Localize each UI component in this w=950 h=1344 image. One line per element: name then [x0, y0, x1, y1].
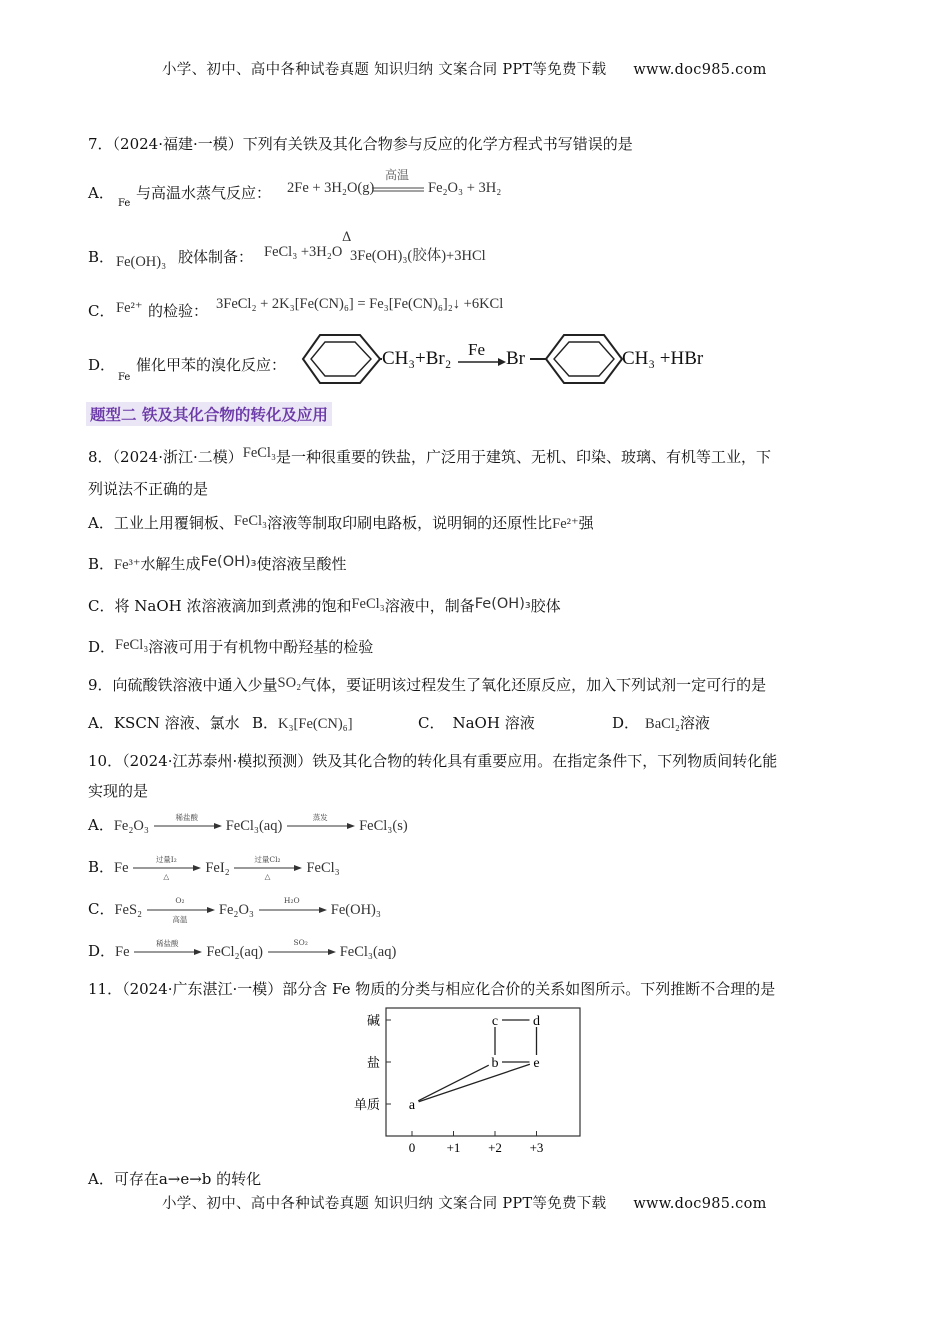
q7-d-sub: Fe — [118, 372, 131, 383]
q10-stem-line1: 10．（2024·江苏泰州·模拟预测）铁及其化合物的转化具有重要应用。在指定条件下，下列物质间转化能 — [88, 752, 778, 770]
q7-option-d: D． — [88, 356, 116, 374]
x-tick-label: +3 — [529, 1140, 544, 1155]
reaction-arrow — [458, 357, 506, 367]
y-tick-label: 盐 — [366, 1056, 380, 1071]
header-text: 小学、初中、高中各种试卷真题 知识归纳 文案合同 PPT等免费下载 — [162, 62, 607, 78]
q7-d-ch3: CH₃ — [382, 348, 416, 369]
q7-a-text: 与高温水蒸气反应： — [136, 184, 272, 202]
q7-option-a: A． — [88, 184, 114, 202]
x-tick-label: 0 — [408, 1140, 416, 1155]
benzene-ring-2 — [530, 332, 624, 386]
q10-option-d: D．Fe 稀盐酸 FeCl₂(aq) SO₂ FeCl₃(aq) — [88, 938, 397, 960]
q10-option-b: B．Fe 过量I₂ △ FeI₂ 过量Cl₂ △ FeCl₃ — [88, 855, 340, 881]
q9-option-b: B．K₃[Fe(CN)₆] — [252, 714, 353, 732]
q7-d-tail: CH₃ +HBr — [622, 348, 704, 369]
q11-option-a: A．可存在a→e→b 的转化 — [88, 1170, 262, 1188]
section-title: 题型二 铁及其化合物的转化及应用 — [86, 402, 332, 426]
q8-stem-line2: 列说法不正确的是 — [88, 480, 209, 498]
q7-option-b: B． — [88, 248, 115, 266]
q7-c-sub: Fe²⁺ — [116, 300, 143, 316]
q8-option-d: D．FeCl₃溶液可用于有机物中酚羟基的检验 — [88, 637, 374, 656]
q7-a-eq-left: 2Fe + 3H₂O(g) — [287, 180, 375, 196]
q7-b-text: 胶体制备： — [178, 248, 254, 266]
q7-d-br2: +Br₂ — [415, 348, 452, 369]
q7-a-sub: Fe — [118, 198, 131, 209]
y-tick-label: 单质 — [353, 1098, 380, 1113]
q7-c-eq: 3FeCl₂ + 2K₃[Fe(CN)₆] = Fe₃[Fe(CN)₆]₂↓ +6KCl — [216, 296, 504, 312]
q8-option-a: A．工业上用覆铜板、FeCl₃溶液等制取印刷电路板，说明铜的还原性比Fe²⁺强 — [88, 513, 594, 532]
y-tick-label: 碱 — [366, 1014, 380, 1029]
q7-b-cond: Δ — [342, 230, 352, 245]
fe-valence-chart — [340, 1000, 590, 1160]
q10-option-a: A．Fe₂O₃ 稀盐酸 FeCl₃(aq) 蒸发 FeCl₃(s) — [88, 813, 408, 834]
point-a: a — [408, 1098, 416, 1113]
page-footer — [162, 1192, 767, 1213]
q7-d-text: 催化甲苯的溴化反应： — [136, 356, 287, 374]
footer-text: 小学、初中、高中各种试卷真题 知识归纳 文案合同 PPT等免费下载 — [162, 1196, 607, 1212]
q7-b-sub: Fe(OH)₃ — [116, 254, 167, 270]
q7-d-fe: Fe — [468, 340, 485, 359]
q7-b-eq-right: 3Fe(OH)₃(胶体)+3HCl — [350, 248, 486, 264]
q7-option-c: C． — [88, 302, 115, 320]
q9-option-c: C． NaOH 溶液 — [418, 714, 535, 732]
point-b: b — [491, 1056, 499, 1071]
q10-option-c: C．FeS₂ O₂ 高温 Fe₂O₃ H₂O Fe(OH)₃ — [88, 896, 381, 924]
benzene-ring-1 — [300, 332, 382, 386]
q7-b-eq: FeCl₃ +3H₂O — [264, 244, 343, 260]
q8-option-b: B．Fe³⁺水解生成Fe(OH)₃使溶液呈酸性 — [88, 554, 347, 573]
point-e: e — [533, 1056, 540, 1071]
q10-stem-line2: 实现的是 — [88, 782, 149, 800]
q7-a-cond: 高温 — [384, 168, 409, 182]
q11-stem: 11．（2024·广东湛江·一模）部分含 Fe 物质的分类与相应化合价的关系如图所示。下列推断不合理的是 — [88, 980, 776, 998]
q7-d-br: Br — [506, 348, 525, 369]
page-header — [162, 58, 767, 79]
x-tick-label: +2 — [488, 1140, 502, 1155]
x-tick-label: +1 — [446, 1140, 461, 1155]
edge-a-e — [419, 1064, 530, 1102]
header-url: www.doc985.com — [633, 62, 767, 78]
q7-a-eq-sign — [372, 187, 424, 193]
q8-option-c: C．将 NaOH 浓溶液滴加到煮沸的饱和FeCl₃溶液中，制备Fe(OH)₃胶体 — [88, 596, 561, 615]
q9-option-a: A．KSCN 溶液、氯水 — [88, 714, 240, 732]
edge-a-b — [418, 1065, 489, 1101]
footer-url: www.doc985.com — [633, 1196, 767, 1212]
q7-a-eq-right: Fe₂O₃ + 3H₂ — [428, 180, 502, 196]
point-c: c — [491, 1014, 499, 1029]
q7-stem: 7．（2024·福建·一模）下列有关铁及其化合物参与反应的化学方程式书写错误的是 — [88, 135, 633, 153]
q8-stem-line1: 8．（2024·浙江·二模）FeCl₃是一种很重要的铁盐，广泛用于建筑、无机、印染、玻璃、有机等工业，下 — [88, 445, 772, 466]
q9-option-d: D． BaCl₂溶液 — [612, 714, 710, 732]
point-d: d — [533, 1014, 540, 1029]
q9-stem: 9．向硫酸铁溶液中通入少量SO₂气体，要证明该过程发生了氧化还原反应，加入下列试剂一定可行的是 — [88, 675, 767, 694]
chart-frame — [386, 1008, 580, 1136]
q7-c-text: 的检验： — [148, 302, 209, 320]
